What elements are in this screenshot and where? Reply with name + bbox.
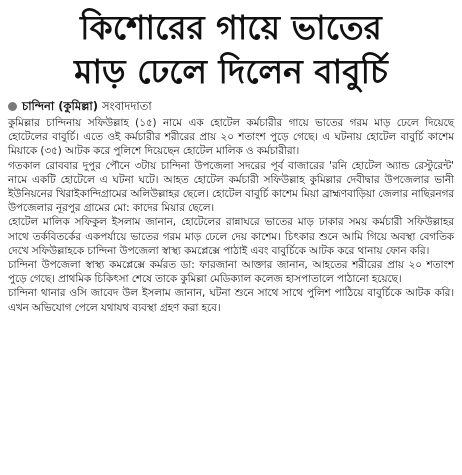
headline-line-2: মাড় ঢেলে দিলেন বাবুর্চি <box>74 52 388 91</box>
bullet-icon <box>8 102 17 111</box>
paragraph-5: চান্দিনা থানার ওসি জাবেদ উল ইসলাম জানান, ঘটনা শুনে সাথে সাথে পুলিশ পাঠিয়ে বাবুর্চিকে আটক করি। এখন অভিযোগ পেলে যথাযথ ব্যবস্থা গ্রহণ করা হবে। <box>8 287 454 314</box>
paragraph-3: হোটেল মালিক সফিকুল ইসলাম জানান, হোটেলের রান্নাঘরে ভাতের মাড় ঢাকার সময় কর্মচারী সফিউল্লাহর সাথে তর্কবিতর্কের একপর্যায়ে ভাতের গরম মাড় ঢেলে দেয় কাশেম। চিৎকার শুনে আমি গিয়ে অবস্থা বেগতিক দেখে সফিউল্লাহকে চান্দিনা উপজেলা স্বাস্থ্য কমপ্লেক্সে পাঠাই এবং বাবুর্চিকে আটক করে থানায় ফোন করি। <box>8 216 454 257</box>
dateline-reporter: সংবাদদাতা <box>102 99 152 113</box>
paragraph-1: কুমিল্লার চান্দিনায় সফিউল্লাহ (১৫) নামে এক হোটেল কর্মচারীর গায়ে ভাতের গরম মাড় ঢেলে দিয়েছে হোটেলের বাবুর্চি। এতে ওই কর্মচারীর শরীরের প্রায় ২০ শতাংশ পুড়ে গেছে। এ ঘটনায় হোটেল বাবুর্চি কাশেম মিয়াকে (৩৫) আটক করে পুলিশে দিয়েছেন হোটেল মালিক ও কর্মচারীরা। <box>8 117 454 158</box>
paragraph-4: চান্দিনা উপজেলা স্বাস্থ্য কমপ্লেক্সে কর্মরত ডা: ফারজানা আক্তার জানান, আহতের শরীরের প্রায় ২০ শতাংশ পুড়ে গেছে। প্রাথমিক চিকিৎসা শেষে তাকে কুমিল্লা মেডিক্যাল কলেজ হাসপাতালে পাঠানো হয়েছে। <box>8 259 454 286</box>
paragraph-2: গতকাল রোববার দুপুর পৌনে ৩টায় চান্দিনা উপজেলা সদরের পূর্ব বাজারের 'রনি হোটেল অ্যান্ড রেস্টুরেন্ট' নামে একটি হোটেলে এ ঘটনা ঘটে। আহত হোটেল কর্মচারী সফিউল্লাহ কুমিল্লার দেবীদ্বার উপজেলার ভানী ইউনিয়নের খিরাইকান্দিগ্রামের অলিউল্লাহর ছেলে। হোটেল বাবুর্চি কাশেম মিয়া ব্রাহ্মণবাড়িয়া জেলার নাছিরনগর উপজেলার নূরপুর গ্রামের মো: কাদের মিয়ার ছেলে। <box>8 159 454 215</box>
headline <box>8 6 454 94</box>
dateline-place: চান্দিনা (কুমিল্লা) <box>22 99 99 113</box>
headline-line-1: কিশোরের গায়ে ভাতের <box>80 8 382 47</box>
dateline <box>8 98 454 114</box>
article-body <box>8 116 454 315</box>
